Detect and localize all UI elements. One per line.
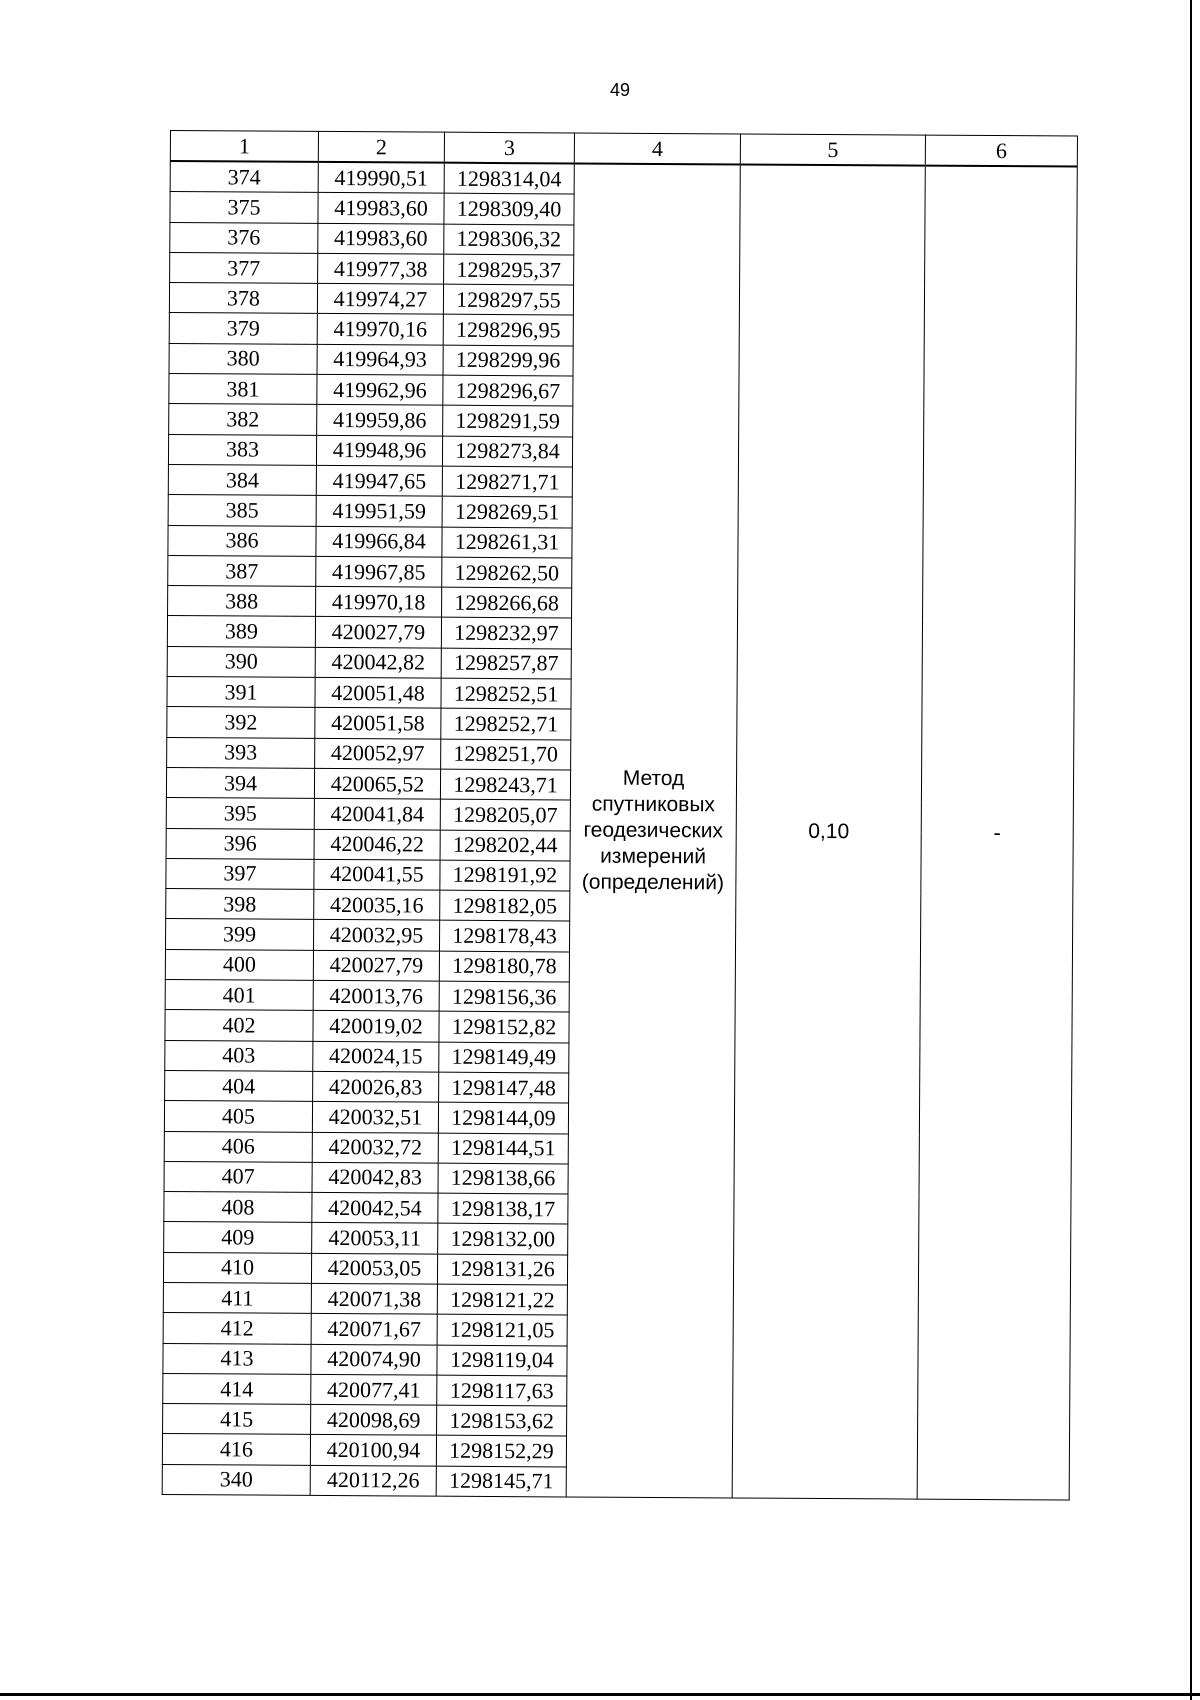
cell-col-1: 389 [167,616,315,647]
method-text-line: геодезических [583,818,724,843]
cell-col-1: 413 [163,1343,311,1374]
cell-col-1: 402 [165,1010,313,1041]
cell-col-3: 1298152,29 [436,1436,566,1467]
cell-col-1: 405 [164,1101,312,1132]
cell-col-3: 1298149,49 [439,1042,569,1073]
cell-col-3: 1298306,32 [444,224,574,255]
cell-col-1: 378 [169,283,317,314]
cell-col-2: 419983,60 [318,193,444,224]
cell-col-3: 1298262,50 [442,557,572,588]
cell-col-1: 388 [168,586,316,617]
cell-col-1: 383 [168,434,316,465]
cell-col-3: 1298205,07 [440,799,570,830]
method-text-line: Метод [622,766,685,791]
cell-col-2: 420042,83 [312,1162,438,1193]
cell-col-1: 416 [162,1434,310,1465]
cell-col-1: 415 [163,1404,311,1435]
cell-col-2: 420053,11 [312,1223,438,1254]
cell-col-2: 420071,38 [311,1283,437,1314]
cell-col-2: 420027,79 [313,950,439,981]
page-border-bottom [0,1693,1200,1696]
cell-col-3: 1298132,00 [438,1224,568,1255]
cell-col-3: 1298296,95 [443,315,573,346]
cell-col-3: 1298153,62 [437,1405,567,1436]
header-col-2: 2 [318,131,444,162]
cell-col-1: 399 [165,919,313,950]
cell-col-1: 386 [168,525,316,556]
cell-col-1: 411 [163,1282,311,1313]
cell-col-1: 384 [168,464,316,495]
cell-col-2: 419970,16 [317,314,443,345]
cell-col-3: 1298271,71 [442,466,572,497]
cell-col-3: 1298178,43 [439,921,569,952]
method-text-line: спутниковых [591,792,716,817]
cell-col-2: 420074,90 [311,1344,437,1375]
cell-col-3: 1298269,51 [442,496,572,527]
cell-col-2: 420046,22 [314,829,440,860]
cell-col-3: 1298202,44 [440,830,570,861]
cell-col-2: 419983,60 [318,223,444,254]
cell-col-2: 420042,82 [315,647,441,678]
cell-col-1: 403 [165,1040,313,1071]
cell-col-1: 408 [164,1192,312,1223]
cell-col-3: 1298297,55 [443,284,573,315]
cell-col-1: 393 [167,737,315,768]
cell-col-3: 1298121,05 [437,1314,567,1345]
page-number: 49 [609,80,631,100]
cell-col-2: 419977,38 [318,253,444,284]
header-col-1: 1 [170,131,318,162]
cell-col-1: 375 [170,192,318,223]
cell-col-2: 419947,65 [316,465,442,496]
cell-col-3: 1298138,66 [438,1163,568,1194]
cell-col-2: 420032,72 [312,1132,438,1163]
cell-col-1: 412 [163,1313,311,1344]
cell-col-3: 1298152,82 [439,1011,569,1042]
cell-col-2: 419970,18 [316,587,442,618]
cell-col-1: 387 [168,555,316,586]
table-body [162,161,1077,1500]
cell-col-2: 420019,02 [313,1011,439,1042]
cell-col-1: 396 [166,828,314,859]
cell-col-1: 376 [170,222,318,253]
cell-col-3: 1298144,09 [438,1102,568,1133]
cell-col-2: 419962,96 [317,374,443,405]
method-text-line: измерений [600,844,707,869]
header-col-3: 3 [444,132,574,163]
cell-col-3: 1298314,04 [444,163,574,195]
cell-col-3: 1298147,48 [439,1072,569,1103]
cell-col-2: 420041,55 [314,859,440,890]
cell-col-2: 420032,51 [312,1102,438,1133]
cell-col-1: 398 [166,889,314,920]
cell-col-2: 420065,52 [314,768,440,799]
cell-col-3: 1298121,22 [437,1284,567,1315]
cell-col-2: 420077,41 [311,1374,437,1405]
cell-col-2: 420098,69 [311,1405,437,1436]
cell-col-2: 419948,96 [316,435,442,466]
cell-col-3: 1298257,87 [441,648,571,679]
cell-col-2: 420051,48 [315,677,441,708]
cell-col-3: 1298252,51 [441,678,571,709]
cell-col-2: 420051,58 [315,708,441,739]
cell-col-1: 382 [169,404,317,435]
cell-col-2: 420100,94 [310,1435,436,1466]
cell-col-1: 374 [170,161,318,193]
header-col-5: 5 [740,134,925,166]
cell-col-1: 379 [169,313,317,344]
cell-col-2: 419974,27 [317,284,443,315]
cell-col-2: 419967,85 [316,556,442,587]
cell-col-3: 1298191,92 [440,860,570,891]
cell-col-2: 419990,51 [318,162,444,194]
cell-col-3: 1298296,67 [443,375,573,406]
cell-col-2: 420024,15 [313,1041,439,1072]
cell-col-3: 1298309,40 [444,193,574,224]
cell-col-2: 420041,84 [314,799,440,830]
cell-col-1: 397 [166,858,314,889]
method-text-line: (определений) [581,870,725,895]
cell-col-1: 395 [166,798,314,829]
cell-col-3: 1298266,68 [442,587,572,618]
cell-col-1: 404 [165,1070,313,1101]
cell-col-1: 340 [162,1464,310,1495]
cell-col-3: 1298232,97 [441,618,571,649]
cell-col-1: 381 [169,374,317,405]
cell-col-1: 407 [164,1161,312,1192]
header-col-4: 4 [574,133,740,165]
column6-cell: - [917,166,1077,1500]
header-col-6: 6 [925,135,1077,166]
cell-col-2: 420013,76 [313,980,439,1011]
cell-col-3: 1298182,05 [440,890,570,921]
cell-col-3: 1298144,51 [438,1133,568,1164]
cell-col-2: 420053,05 [311,1253,437,1284]
cell-col-1: 400 [165,949,313,980]
cell-col-2: 420042,54 [312,1192,438,1223]
page-border-right [1190,0,1192,1700]
cell-col-2: 420112,26 [310,1465,436,1496]
cell-col-1: 377 [170,252,318,283]
cell-col-1: 392 [167,707,315,738]
cell-col-1: 406 [164,1131,312,1162]
cell-col-3: 1298291,59 [443,406,573,437]
cell-col-3: 1298251,70 [441,739,571,770]
cell-col-2: 420026,83 [313,1071,439,1102]
cell-col-2: 420052,97 [315,738,441,769]
cell-col-1: 380 [169,343,317,374]
accuracy-cell: 0,10 [732,164,925,1499]
cell-col-3: 1298273,84 [442,436,572,467]
cell-col-3: 1298131,26 [437,1254,567,1285]
cell-col-3: 1298261,31 [442,527,572,558]
coordinates-table [162,130,1078,1501]
cell-col-3: 1298243,71 [440,769,570,800]
cell-col-1: 414 [163,1373,311,1404]
cell-col-2: 420071,67 [311,1314,437,1345]
cell-col-1: 391 [167,677,315,708]
cell-col-1: 390 [167,646,315,677]
cell-col-2: 419964,93 [317,344,443,375]
cell-col-3: 1298295,37 [444,254,574,285]
cell-col-3: 1298252,71 [441,709,571,740]
cell-col-2: 419966,84 [316,526,442,557]
cell-col-1: 385 [168,495,316,526]
cell-col-3: 1298180,78 [439,951,569,982]
cell-col-3: 1298156,36 [439,981,569,1012]
cell-col-1: 410 [163,1252,311,1283]
method-cell [566,163,740,1498]
cell-col-3: 1298119,04 [437,1345,567,1376]
cell-col-2: 420032,95 [313,920,439,951]
cell-col-2: 420035,16 [314,890,440,921]
cell-col-3: 1298117,63 [437,1375,567,1406]
cell-col-1: 394 [166,767,314,798]
cell-col-1: 401 [165,980,313,1011]
cell-col-3: 1298138,17 [438,1193,568,1224]
cell-col-3: 1298145,71 [436,1466,566,1497]
cell-col-2: 419959,86 [317,405,443,436]
cell-col-3: 1298299,96 [443,345,573,376]
cell-col-2: 420027,79 [315,617,441,648]
cell-col-2: 419951,59 [316,496,442,527]
cell-col-1: 409 [164,1222,312,1253]
